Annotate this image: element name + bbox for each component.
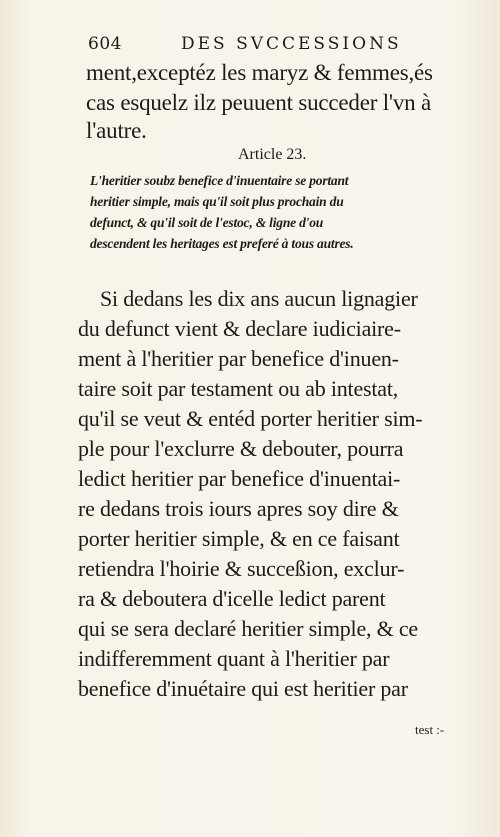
catchword: test :-: [415, 722, 445, 737]
body-line: du defunct vient & declare iudiciaire-: [78, 316, 401, 341]
article-heading: Article 23.: [238, 146, 307, 163]
article-summary-line: heritier simple, mais qu'il soit plus prochain du: [90, 194, 344, 209]
article-summary-line: descendent les heritages est preferé à tous autres.: [90, 236, 354, 251]
body-line: retiendra l'hoirie & succeßion, exclur-: [78, 556, 405, 581]
page-header: [88, 34, 428, 58]
body-line: ra & deboutera d'icelle ledict parent: [78, 586, 386, 611]
body-line: taire soit par testament ou ab intestat,: [78, 376, 399, 401]
body-line: ledict heritier par benefice d'inuentai-: [78, 466, 401, 491]
body-line: ment à l'heritier par benefice d'inuen-: [78, 346, 399, 371]
body-line: qu'il se veut & entéd porter heritier sim-: [78, 406, 423, 431]
body-line: ple pour l'exclurre & debouter, pourra: [78, 436, 404, 461]
continuation-line: l'autre.: [86, 118, 147, 143]
continuation-line: ment,exceptéz les maryz & femmes,és: [86, 60, 433, 85]
continuation-line: cas esquelz ilz peuuent succeder l'vn à: [86, 90, 432, 115]
body-line: re dedans trois iours apres soy dire &: [78, 496, 399, 521]
article-summary-line: L'heritier soubz benefice d'inuentaire se portant: [90, 173, 349, 188]
running-head: DES SVCCESSIONS: [181, 34, 402, 54]
page-number: 604: [88, 34, 122, 54]
body-line: qui se sera declaré heritier simple, & ce: [78, 616, 418, 641]
body-line: porter heritier simple, & en ce faisant: [78, 526, 400, 551]
article-summary-line: defunct, & qu'il soit de l'estoc, & ligne d'ou: [90, 215, 324, 230]
body-line: Si dedans les dix ans aucun lignagier: [100, 286, 418, 311]
body-line: benefice d'inuétaire qui est heritier par: [78, 676, 408, 701]
body-line: indifferemment quant à l'heritier par: [78, 646, 390, 671]
